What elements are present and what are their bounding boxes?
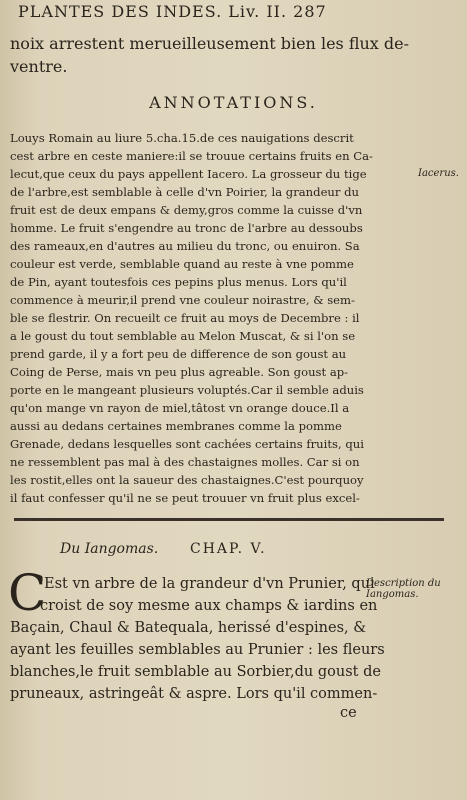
text-line: les rostit,elles ont la saueur des chastaignes.C'est pourquoy xyxy=(10,473,364,487)
chapter-label: CHAP. V. xyxy=(190,541,267,557)
text-line: ayant les feuilles semblables au Prunier : les fleurs xyxy=(10,642,385,658)
text-line: noix arrestent merueilleusement bien les flux de- xyxy=(10,34,410,53)
text-line: de Pin, ayant toutesfois ces pepins plus menus. Lors qu'il xyxy=(10,275,347,289)
text-line: ventre. xyxy=(10,57,68,76)
text-line: fruit est de deux empans & demy,gros comme la cuisse d'vn xyxy=(10,203,363,217)
section-rule xyxy=(14,518,444,521)
text-line: de l'arbre,est semblable à celle d'vn Poirier, la grandeur du xyxy=(10,185,360,199)
text-line: il faut confesser qu'il ne se peut trouuer vn fruit plus excel- xyxy=(10,491,360,505)
text-line: croist de soy mesme aux champs & iardins en xyxy=(40,598,378,614)
text-line: porte en le mangeant plusieurs voluptés.Car il semble aduis xyxy=(10,383,364,397)
text-line: lecut,que ceux du pays appellent Iacero. La grosseur du tige xyxy=(10,167,367,181)
text-line: qu'on mange vn rayon de miel,tâtost vn orange douce.Il a xyxy=(10,401,350,415)
text-line: commence à meurir,il prend vne couleur noirastre, & sem- xyxy=(10,293,355,307)
text-line: a le goust du tout semblable au Melon Muscat, & si l'on se xyxy=(10,329,356,343)
text-line: des rameaux,en d'autres au milieu du tronc, ou enuiron. Sa xyxy=(10,239,360,253)
annotations-heading: ANNOTATIONS. xyxy=(149,93,318,112)
text-line: Baçain, Chaul & Batequala, herissé d'espines, & xyxy=(10,620,367,636)
text-line: blanches,le fruit semblable au Sorbier,du goust de xyxy=(10,664,381,680)
text-line: homme. Le fruit s'engendre au tronc de l'arbre au dessoubs xyxy=(10,221,363,235)
text-line: ble se flestrir. On recueilt ce fruit au moys de Decembre : il xyxy=(10,311,360,325)
chapter-name: Du Iangomas. xyxy=(60,541,159,557)
text-line: Grenade, dedans lesquelles sont cachées certains fruits, qui xyxy=(10,437,364,451)
margin-note-description: Description du Iangomas. xyxy=(366,578,441,600)
text-line: 'Est vn arbre de la grandeur d'vn Prunier, qui xyxy=(40,576,375,592)
text-line: Louys Romain au liure 5.cha.15.de ces nauigations descrit xyxy=(10,131,354,145)
text-line: prend garde, il y a fort peu de difference de son goust au xyxy=(10,347,347,361)
text-line: aussi au dedans certaines membranes comme la pomme xyxy=(10,419,342,433)
catchword: ce xyxy=(340,705,357,721)
drop-cap: C xyxy=(8,564,47,622)
text-line: ne ressemblent pas mal à des chastaignes molles. Car si on xyxy=(10,455,360,469)
margin-note-iacerus: Iacerus. xyxy=(418,168,459,179)
text-line: cest arbre en ceste maniere:il se trouue certains fruits en Ca- xyxy=(10,149,373,163)
text-line: Coing de Perse, mais vn peu plus agreable. Son goust ap- xyxy=(10,365,349,379)
text-line: pruneaux, astringeât & aspre. Lors qu'il commen- xyxy=(10,686,378,702)
running-head: PLANTES DES INDES. Liv. II. 287 xyxy=(18,2,327,21)
chapter-title xyxy=(60,542,158,556)
text-line: couleur est verde, semblable quand au reste à vne pomme xyxy=(10,257,354,271)
